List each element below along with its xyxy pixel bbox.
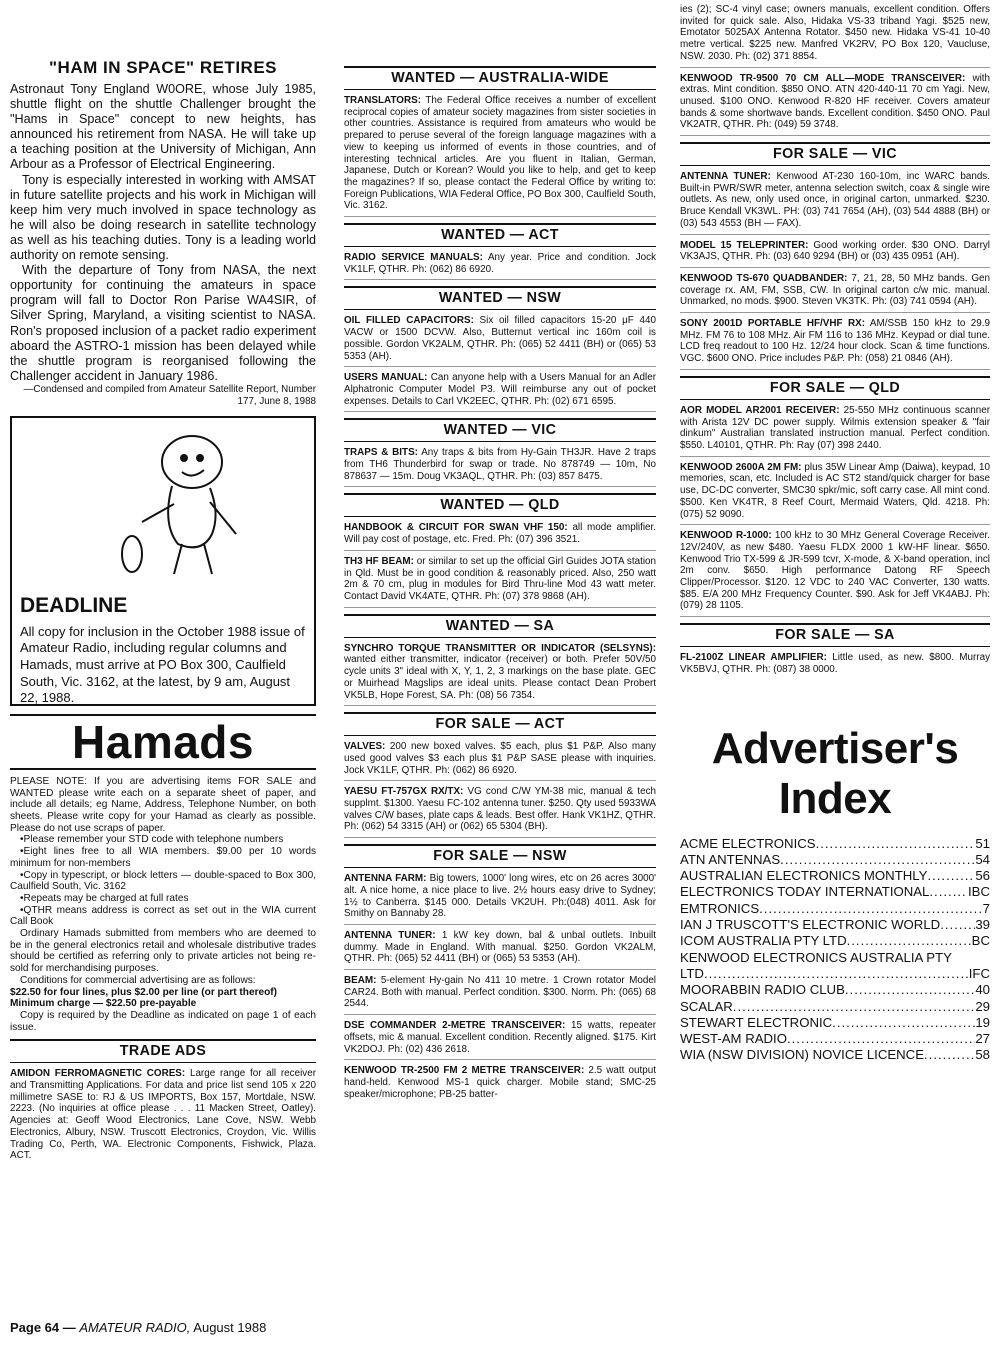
advertiser-page: 39 — [975, 917, 990, 933]
advertiser-page: 29 — [975, 998, 990, 1014]
wanted-act-heading: WANTED — ACT — [344, 223, 656, 247]
advertiser-row — [680, 966, 990, 982]
ad-text: all mode amplifier. Will pay cost of postage, etc. Fred. Ph: (07) 396 3521. — [344, 522, 656, 546]
note-please: PLEASE NOTE: If you are advertising items FOR SALE and WANTED please write each on a separate sheet of paper, and include all details; eg Name, Address, Telephone Number, on both sheets. Please write copy for your Hamad as clearly as possible. Please do not use scraps of paper. — [10, 775, 316, 834]
classified-ad — [680, 171, 990, 235]
advertiser-row — [680, 1015, 990, 1031]
classified-ad — [680, 405, 990, 457]
classified-ad-continued — [680, 4, 990, 68]
hamads-notes — [10, 776, 316, 1033]
classified-ad — [344, 786, 656, 838]
for-sale-nsw-heading: FOR SALE — NSW — [344, 844, 656, 868]
note-minimum: Minimum charge — $22.50 pre-payable — [10, 998, 197, 1010]
ad-title: USERS MANUAL: — [344, 372, 428, 384]
note-bullet: • Eight lines free to all WIA members. $9.00 per 10 words minimum for non-members — [10, 846, 316, 869]
advertiser-row — [680, 933, 990, 949]
ad-text: 1 kW key down, bal & unbal outlets. Inbuilt dummy. Made in England. With manual. $250. Gordon VK2ALM, QTHR. Ph: (065) 52 4411 (BH) or (065) 53 5353 (AH). — [344, 929, 656, 965]
classified-ad — [680, 73, 990, 137]
ham-in-space-article — [10, 82, 316, 384]
advertiser-page: 51 — [975, 835, 990, 851]
right-column — [680, 4, 990, 1064]
wanted-nsw-heading: WANTED — NSW — [344, 286, 656, 310]
advertiser-name: SCALAR — [680, 998, 733, 1014]
ad-title: OIL FILLED CAPACITORS: — [344, 315, 474, 327]
advertiser-name: WEST-AM RADIO — [680, 1031, 787, 1047]
ad-text: 2.5 watt output hand-held. Kenwood MS-1 quick charger. Mobile stand; SMC-25 speaker/microphone; PB-25 batter- — [344, 1065, 656, 1100]
ad-title: YAESU FT-757GX RX/TX: — [344, 786, 464, 798]
trade-ads-heading: TRADE ADS — [10, 1039, 316, 1063]
ad-title: ANTENNA FARM: — [344, 873, 427, 885]
ad-title: KENWOOD R-1000: — [680, 530, 772, 542]
ad-text: Can anyone help with a Users Manual for an Adler Alphatronic Computer Model P3. Will reimburse any out of pocket expenses. Details to Carl VK2EEC, QTHR. Ph: (02) 671 6595. — [344, 372, 657, 407]
classified-ad — [344, 522, 656, 550]
left-column — [10, 0, 316, 1171]
advertisers-index-title — [680, 724, 990, 824]
classified-ad — [344, 975, 656, 1015]
advertiser-name: ELECTRONICS TODAY INTERNATIONAL — [680, 884, 930, 900]
advertiser-row — [680, 1031, 990, 1047]
wanted-sa-heading: WANTED — SA — [344, 614, 656, 638]
ad-title: BEAM: — [344, 975, 377, 987]
ad-text: Big towers, 1000' long wires, etc on 26 acres 3000' alt. A nice home, a nice place to live. 2½ hours easy drive to Sydney; 1½ to Canberra. $145 000. Details VK2UH. Ph:(048) 4011. Ask for Smithy on Bannaby 28. — [344, 873, 657, 920]
ad-text: The Federal Office receives a number of excellent reciprocal copies of amateur society magazines from sister societies in other countries. Assistance is required from amateurs who would be prepared to peruse several of the foreign language magazines with a view to keeping us informed of events in those countries, and of interesting technical articles. Are you fluent in Italian, German, Japanese, Dutch or Korean? Would you like to help, and get to keep the magazines? If so, please contact the Federal Office by writing to: Foreign Publications, WIA Federal Office, PO Box 300, Caulfield South, Vic. 3162. — [344, 95, 656, 212]
ad-text: Little used, as new. $800. Murray VK5BVJ, QTHR. Ph: (087) 38 0000. — [680, 652, 991, 675]
ad-title: SYNCHRO TORQUE TRANSMITTER OR INDICATOR (SELSYNS): — [344, 642, 656, 654]
advertiser-row — [680, 868, 990, 884]
deadline-title: DEADLINE — [20, 593, 128, 617]
advertiser-row — [680, 884, 990, 900]
classified-ad — [344, 741, 656, 781]
ad-title: HANDBOOK & CIRCUIT FOR SWAN VHF 150: — [344, 522, 568, 534]
classified-ad — [344, 252, 656, 280]
advertiser-name: ICOM AUSTRALIA PTY LTD — [680, 933, 847, 949]
ad-title: VALVES: — [344, 741, 386, 753]
ad-text: or similar to set up the official Girl Guides JOTA station in Qld. Must be in good condition & reasonably priced. Also, 250 watt 2m & 70 cm, plug in modules for Bird Thru-line Mod 43 watt meter. Contact David VK4ATE, QTHR. Ph: (07) 378 9868 (AH). — [344, 555, 657, 602]
ad-text: 200 new boxed valves. $5 each, plus $1 P&P. Also many used good valves $3 each plus $1 P&P SASE please with inquiries. Jock VK1LF, QTHR. Ph: (062) 86 6920. — [344, 741, 656, 776]
for-sale-sa-heading: FOR SALE — SA — [680, 623, 990, 647]
advertiser-name: IAN J TRUSCOTT'S ELECTRONIC WORLD — [680, 917, 941, 933]
trade-ad — [10, 1068, 316, 1166]
classified-ad — [344, 315, 656, 367]
page-footer — [10, 1320, 266, 1335]
advertiser-row — [680, 1047, 990, 1063]
classified-ad — [344, 447, 656, 487]
ad-text: AM/SSB 150 kHz to 29.9 MHz. FM 76 to 108 MHz. Air FM 116 to 136 MHz. Keypad or dial tune. LCD freq readout to 100 Hz. 12/24 hour clock. Scan & time functions. VGC. $600 ONO. Price includes P&P. Ph: (058) 21 0846 (AH). — [680, 318, 990, 365]
article-paragraph: Tony is especially interested in working with AMSAT in future satellite projects and his work in Michigan will keep him very much involved in space technology as he will also be doing research in satellite technology as well as his teaching duties. Tony is a leading world authority on remote sensing. — [10, 172, 316, 263]
note-bullet: • Please remember your STD code with telephone numbers — [10, 834, 316, 846]
page-number: Page 64 — — [10, 1320, 76, 1335]
ad-text: plus 35W Linear Amp (Daiwa), keypad, 10 memories, scan, etc. Included is AC ST2 stand/quick charger for base use, DC-DC converter, SMC30 spkr/mic, soft carry case. All mint cond. $500. Ken VK4TR, 8 Reef Court, Mermaid Waters, Qld. 4218. Ph: (075) 52 9090. — [680, 461, 990, 520]
classified-ad — [344, 372, 656, 412]
advertisers-index-list — [680, 836, 990, 1064]
ad-title: DSE COMMANDER 2-METRE TRANSCEIVER: — [344, 1020, 566, 1032]
article-credit: —Condensed and compiled from Amateur Satellite Report, Number 177, June 8, 1988 — [23, 383, 316, 407]
classified-ad — [680, 240, 990, 268]
classified-ad — [680, 530, 990, 617]
ad-title: FL-2100Z LINEAR AMPLIFIER: — [680, 652, 827, 664]
classified-ad — [344, 643, 656, 707]
hamads-banner: Hamads — [10, 714, 316, 770]
cartoon-illustration — [112, 424, 252, 584]
ad-text: 15 watts, repeater offsets, mic & manual. Excellent condition. Recently aligned. $175. Kirt VK2DOJ. Ph: (02) 436 2618. — [344, 1020, 657, 1055]
classified-ad — [344, 556, 656, 608]
deadline-text: All copy for inclusion in the October 1988 issue of Amateur Radio, including regular columns and Hamads, must arrive at PO Box 300, Caulfield South, Vic. 3162, at the latest, by 9 am, August 22, 1988. — [20, 623, 305, 706]
trade-ad-text: Large range for all receiver and Transmitting Applications. For data and price list send 105 x 220 millimetre SASE to: RJ & US IMPORTS, Box 157, Mortdale, NSW. 2223. (No inquiries at office please . . . 11 Macken Street, Oatley). Agencies at: Geoff Wood Electronics, Lane Cove, NSW. Webb Electronics, Albury, NSW. Truscott Electronics, Croydon, Vic. Willis Trading Co, Perth, WA. Electronic Components, Fishwick, Plaza. ACT. — [10, 1068, 317, 1162]
ad-text: wanted either transmitter, indicator (receiver) or both. Prefer 50V/50 cycle units 3" ideal with X, Y, 1, 2, 3 markings on the base plate. GEC or Muirhead Magslips are ideal units. Please contact Dean Probert VK5LB, Hope Forest, SA. Ph: (08) 56 7354. — [344, 654, 656, 701]
advertiser-page: 27 — [975, 1031, 990, 1047]
ad-title: KENWOOD 2600A 2M FM: — [680, 461, 802, 473]
note-bullet: • QTHR means address is correct as set out in the WIA current Call Book — [10, 905, 316, 928]
magazine-name: AMATEUR RADIO, — [79, 1320, 191, 1335]
ad-title: KENWOOD TS-670 QUADBANDER: — [680, 272, 848, 284]
advertiser-name: MOORABBIN RADIO CLUB — [680, 982, 845, 998]
advertiser-name: EMTRONICS — [680, 900, 760, 916]
advertiser-name: LTD — [680, 965, 704, 981]
advertisers-title-line: Advertiser's — [711, 723, 959, 773]
advertiser-row — [680, 901, 990, 917]
trade-ad-title: AMIDON FERROMAGNETIC CORES: — [10, 1068, 186, 1080]
ham-in-space-title: "HAM IN SPACE" RETIRES — [49, 58, 277, 77]
classified-ad — [344, 1020, 656, 1060]
ad-title: RADIO SERVICE MANUALS: — [344, 252, 483, 264]
advertiser-page: 40 — [975, 982, 990, 998]
note-rate: $22.50 for four lines, plus $2.00 per line (or part thereof) — [10, 986, 277, 998]
classified-ad — [680, 652, 990, 679]
advertiser-name: ATN ANTENNAS — [680, 851, 781, 867]
ad-title: AOR MODEL AR2001 RECEIVER: — [680, 404, 840, 416]
deadline-box — [10, 416, 316, 706]
for-sale-qld-heading: FOR SALE — QLD — [680, 376, 990, 400]
ad-title: KENWOOD TR-9500 70 CM ALL—MODE TRANSCEIVER: — [680, 72, 966, 84]
advertiser-page: 56 — [975, 868, 990, 884]
issue-date: August 1988 — [193, 1320, 267, 1335]
advertisers-title-line: Index — [778, 773, 892, 823]
note-bullet: • Copy in typescript, or block letters — double-spaced to Box 300, Caulfield South, Vic. 3162 — [10, 870, 316, 893]
ad-title: ANTENNA TUNER: — [680, 171, 771, 183]
ad-title: TRANSLATORS: — [344, 95, 421, 106]
classified-ad — [680, 273, 990, 313]
ad-text: Any traps & bits from Hy-Gain TH3JR. Have 2 traps from TH6 Thunderbird for swap or trade. No 878749 — 10m, No 878637 — 15m. Doug VK3AQL, QTHR. Ph: (03) 857 8475. — [344, 447, 656, 482]
wanted-qld-heading: WANTED — QLD — [344, 493, 656, 517]
ad-title: MODEL 15 TELEPRINTER: — [680, 239, 809, 251]
advertiser-name: ACME ELECTRONICS — [680, 835, 816, 851]
note-conditions: Conditions for commercial advertising are as follows: — [20, 974, 256, 986]
advertiser-row — [680, 982, 990, 998]
ad-text: 7, 21, 28, 50 MHz bands. Gen coverage rx. AM, FM, SSB, CW. In original carton c/w mic. manual. Unmarked, no mods. $900. Steven VK3TK. Ph: (03) 741 0594 (AH). — [680, 272, 991, 308]
article-paragraph: Astronaut Tony England W0ORE, whose July 1985, shuttle flight on the shuttle Challenger brought the "Hams in Space" concept to new heights, has announced his retirement from NASA. He will take up a teaching position at the University of Michigan, Ann Arbour as a Professor of Electrical Engineering. — [10, 82, 316, 172]
classified-ad — [344, 930, 656, 970]
wanted-australia-heading: WANTED — AUSTRALIA-WIDE — [344, 66, 656, 90]
ad-text: 5-element Hy-gain No 411 10 metre. 1 Crown rotator Model CAR24. Both with manual. Perfect condition. $300. Norm. Ph: (065) 68 2544. — [344, 975, 656, 1010]
ad-title: TRAPS & BITS: — [344, 447, 418, 459]
classified-ad — [344, 1065, 656, 1104]
classified-ad — [344, 95, 656, 217]
classified-ad — [680, 318, 990, 370]
advertiser-row — [680, 917, 990, 933]
ad-text: Any year. Price and condition. Jock VK1LF, QTHR. Ph: (062) 86 6920. — [344, 252, 657, 275]
classified-ad — [344, 873, 656, 925]
ad-title: ANTENNA TUNER: — [344, 929, 436, 941]
advertiser-row — [680, 950, 990, 966]
ad-text: 100 kHz to 30 MHz General Coverage Receiver. 12V/240V, as new $480. Yaesu FLDX 2000 1 kW-HF linear. $650. Kenwood Trio TX-599 & JR-599 tcvr, X-mode, & X-band operation, incl 2m conv. $650. High performance Datong RF Speech Clipper/Processor. $120. 12 VDC to 240 VAC Converter, 130 watts. $85. E/A 200 MHz Frequency Counter. $90. Ask for Jeff VK4ABJ. Ph: (079) 28 1105. — [680, 530, 990, 612]
ad-text: with extras. Mint condition. $850 ONO. ATN 420-440-11 70 cm Yagi. New, unused. $100 ONO. Kenwood R-820 HF receiver. Covers amateur bands & some shortwave bands. Excellent condition. $450 ONO. Paul VK2ATR, QTHR. Ph: (049) 59 3748. — [680, 72, 990, 131]
note-bullet: • Repeats may be charged at full rates — [10, 893, 316, 905]
advertiser-page: 58 — [975, 1047, 990, 1063]
for-sale-act-heading: FOR SALE — ACT — [344, 712, 656, 736]
ad-text: Six oil filled capacitors 15-20 μF 440 VACW or 1500 DCVW. Also, Butternut vertical inc 160m coil is possible. Gordon VK2ALM, QTHR. Ph: (065) 52 4411 (BH) or (065) 53 5353 (AH). — [344, 315, 656, 362]
note-ordinary: Ordinary Hamads submitted from members who are deemed to be in the general electronics retail and wholesale distributive trades should be certified as referring only to private articles not being re-sold for merchandising purposes. — [10, 928, 316, 975]
classified-ad — [680, 462, 990, 526]
note-deadline: Copy is required by the Deadline as indicated on page 1 of each issue. — [10, 1009, 316, 1033]
advertiser-page: 54 — [975, 851, 990, 867]
ad-text: ies (2); SC-4 vinyl case; owners manuals, excellent condition. Offers invited for quick sale. Also, Hidaka VS-33 triband Yagi. $525 new, Emotator 5025AX Antenna Rotator. $450 new. Hidaka VS-41 10-40 metre vertical. $225 new. Manfred VK2RV, PO Box 120, Vaucluse, NSW. 2030. Ph: (02) 371 8854. — [680, 4, 990, 62]
advertiser-name: WIA (NSW DIVISION) NOVICE LICENCE — [680, 1047, 924, 1063]
advertiser-row — [680, 852, 990, 868]
ad-text: 25-550 MHz continuous scanner with Arista 12V DC power supply. Wilmis extension speaker & "fair dinkum" Australian translated instruction manual. Perfect condition. $550. L40101, QTHR. Ph: Ray (07) 398 2440. — [680, 404, 991, 451]
advertiser-name: STEWART ELECTRONIC — [680, 1014, 833, 1030]
ad-text: Good working order. $30 ONO. Darryl VK3AJS, QTHR. Ph: (03) 640 9294 (BH) or (03) 435 0951 (AH). — [680, 239, 990, 263]
ad-title: SONY 2001D PORTABLE HF/VHF RX: — [680, 318, 865, 330]
article-paragraph: With the departure of Tony from NASA, the next opportunity for continuing the amateurs in space program will fall to Doctor Ron Parise WA4SIR, of Silver Spring, Maryland, a visiting scientist to NASA. Ron's proposed inclusion of a packet radio experiment aboard the ASTRO-1 mission has been delayed while the shuttle program is reorganised following the Challenger accident in January 1986. — [10, 263, 316, 383]
ad-title: TH3 HF BEAM: — [344, 555, 414, 567]
ad-text: Kenwood AT-230 160-10m, inc WARC bands. Built-in PWR/SWR meter, antenna selection switch, coax & single wire outlets. As new, only used once, in original carton, unmarked. $230. Bruce Kendall VK3WL. PH: (03) 741 7654 (AH), (03) 544 4888 (BH) or (03) 543 4553 (BH — FAX). — [680, 171, 990, 229]
advertiser-row — [680, 999, 990, 1015]
ad-text: VG cond C/W YM-38 mic, manual & tech supplmt. $1300. Yaesu FC-102 antenna tuner. $250. Qty used 5933WA valves C/W bases, plate caps & leads. Best offer. Hank VK1HZ, QTHR. Ph: (062) 54 3315 (AH) or (062) 65 5304 (BH). — [344, 786, 657, 833]
advertiser-name: KENWOOD ELECTRONICS AUSTRALIA PTY — [680, 949, 952, 965]
advertiser-page: IFC — [968, 965, 990, 981]
middle-column — [344, 60, 656, 1109]
advertiser-page: IBC — [968, 884, 990, 900]
wanted-vic-heading: WANTED — VIC — [344, 418, 656, 442]
advertiser-page: 19 — [975, 1014, 990, 1030]
advertiser-page: 7 — [982, 900, 990, 916]
advertiser-row — [680, 836, 990, 852]
for-sale-vic-heading: FOR SALE — VIC — [680, 142, 990, 166]
ad-title: KENWOOD TR-2500 FM 2 METRE TRANSCEIVER: — [344, 1065, 585, 1077]
advertiser-name: AUSTRALIAN ELECTRONICS MONTHLY — [680, 868, 928, 884]
advertiser-page: BC — [971, 933, 990, 949]
